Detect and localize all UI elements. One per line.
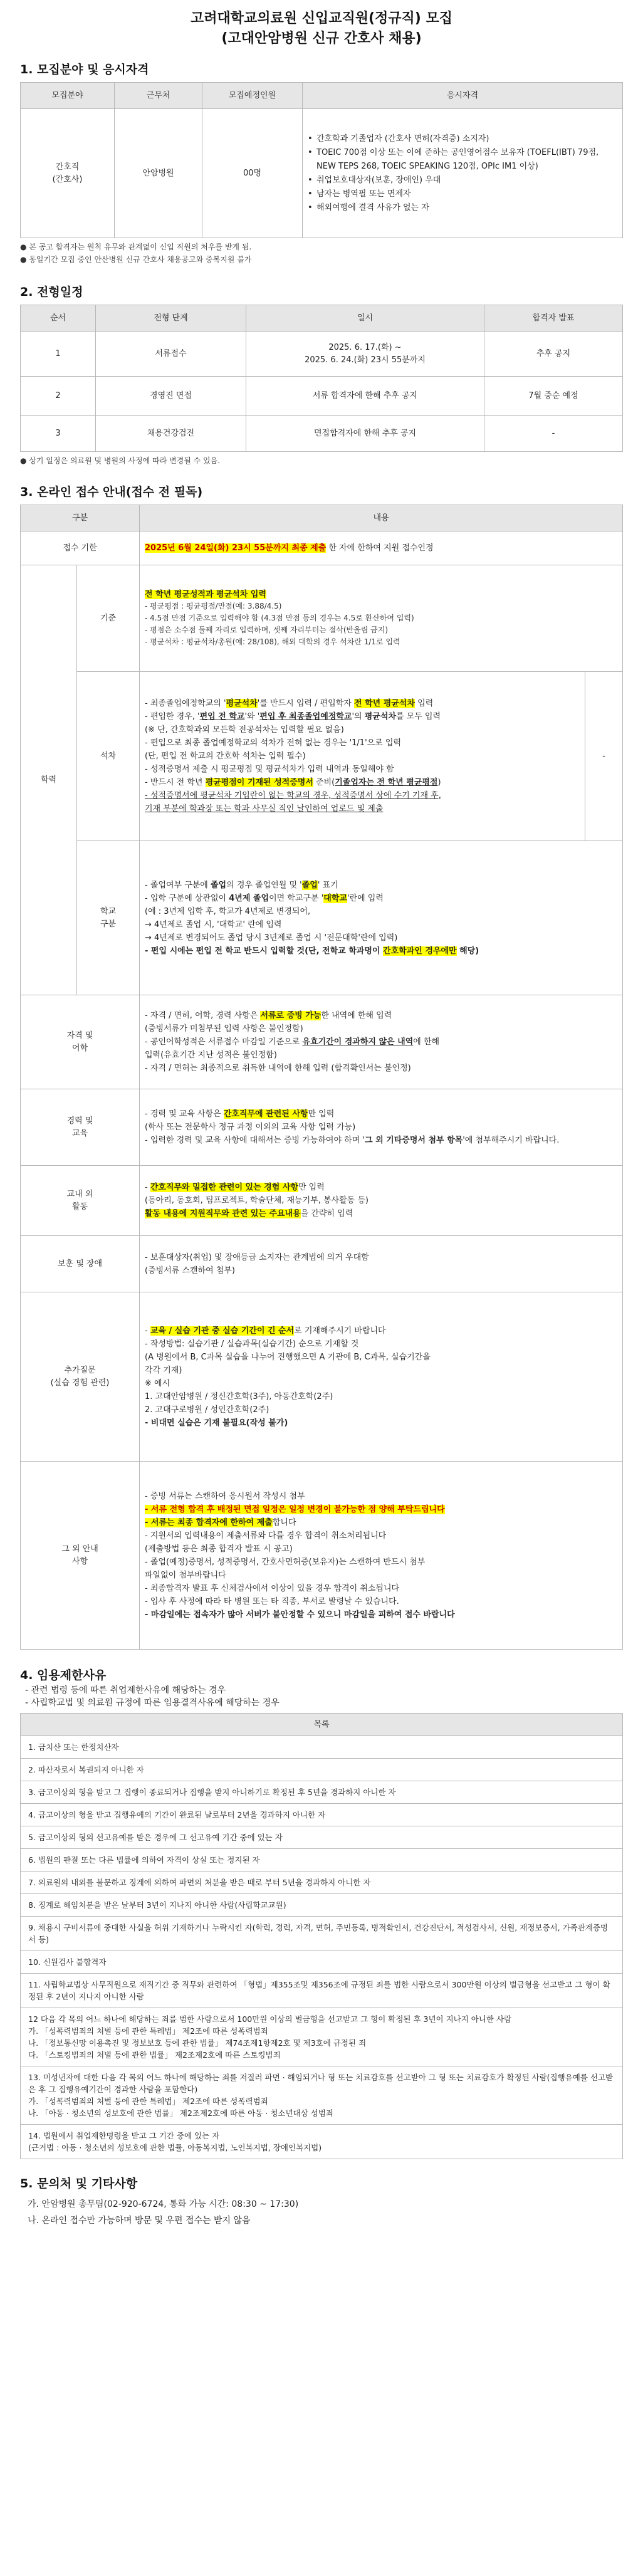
count-cell: 00명 [202,109,303,238]
career-line: (학사 또는 전문학사 정규 과정 이외의 교육 사항 입력 가능) [145,1123,356,1132]
qual-item: • 남자는 병역필 또는 면제자 [308,187,617,201]
item-line: 가. 「성폭력범죄의 처벌 등에 관한 특례법」 제2조에 따른 성폭력범죄 [28,2097,268,2106]
rank-line: - 최종졸업예정학교의 '평균석차'를 반드시 입력 / 편입학자 전 학년 평균석차 입력 [145,699,434,708]
s1-note: ● 동일기간 모집 중인 안산병원 신규 간호사 채용공고와 중복지원 불가 [20,255,252,264]
oth-line: - 서류는 최종 합격자에 한하여 제출합니다 [145,1517,296,1527]
table-row [21,416,623,452]
extra-line: - 작성방법: 실습기관 / 실습과목(실습기간) 순으로 기재할 것 [145,1339,359,1349]
extra-line: ※ 예시 [145,1378,170,1388]
career-label: 경력 및 교육 [21,1089,140,1166]
cert-line: - 자격 / 면허, 어학, 경력 사항은 서류로 증빙 가능한 내역에 한해 입력 [145,1011,392,1020]
application-guide-table [20,505,623,1650]
deadline-rest: 한 자에 한하여 지원 접수인정 [328,543,434,553]
extra-line: (A 병원에서 B, C과목 실습을 나누어 진행했으면 A 기관에 B, C과목, 실습기간을 [145,1352,431,1362]
extra-line: - 비대면 실습은 기재 불필요(작성 불가) [145,1418,288,1428]
oth-line: - 졸업(예정)증명서, 성적증명서, 간호사면허증(보유자)는 스캔하여 반드시 첨부 [145,1557,426,1567]
school-line: - 편입 시에는 편입 전 학교 반드시 입력할 것(단, 전학교 학과명이 간호학과인 경우에만 해당) [145,946,479,956]
restriction-item: 11. 사립학교법상 사무직원으로 재직기간 중 직무와 관련하여 「형법」제355조및 제356조에 규정된 죄를 범한 사람으로서 300만원 이상의 벌금형을 선고받고 그 형이 확정된 후 2년이 지나지 아니한 사람 [21,1974,623,2008]
basis-highlight: 전 학년 평균성적과 평균석차 입력 [145,590,266,599]
item-line: 나. 「아동 · 청소년의 성보호에 관한 법률」 제2조제2호에 따른 아동 · 청소년대상 성범죄 [28,2108,333,2118]
section5-heading: 5. 문의처 및 기타사항 [20,2177,138,2191]
item-line: 가. 「성폭력범죄의 처벌 등에 관한 특례법」 제2조에 따른 성폭력범죄 [28,2026,268,2036]
item-line: 다. 「스토킹범죄의 처벌 등에 관한 법률」 제2조제2호에 따른 스토킹범죄 [28,2050,281,2060]
cert-line: 입력(유효기간 지난 성적은 불인정함) [145,1050,277,1060]
rank-line: - 편입으로 최종 졸업예정학교의 석차가 전혀 없는 경우는 '1/1'으로 입력 [145,738,402,748]
notice-title [20,0,623,49]
basis-line [145,589,617,600]
table-row [21,377,623,416]
oth-line: - 증빙 서류는 스캔하여 응시원서 작성시 첨부 [145,1491,305,1501]
basis-line: - 평균석차 : 평균석차/총원(예: 28/108), 해외 대학의 경우 석차란 1/1로 입력 [145,637,400,646]
section2-heading: 2. 전형일정 [20,285,83,299]
restriction-item: 1. 금치산 또는 한정치산자 [21,1736,623,1759]
basis-line: - 4.5점 만점 기준으로 입력해야 함 (4.3점 만점 등의 경우는 4.5로 환산하여 입력) [145,614,414,622]
restriction-item: 9. 채용시 구비서류에 중대한 사실을 허위 기재하거나 누락시킨 자(학력, 경력, 자격, 면허, 주민등록, 병적확인서, 건강진단서, 적성검사서, 신원, 재정보증서, 가족관계증명서 등) [21,1917,623,1951]
item-line: 나. 「정보통신망 이용촉진 및 정보보호 등에 관한 법률」 제74조제1항제2호 및 제3호에 규정된 죄 [28,2038,367,2048]
section4-heading: 4. 임용제한사유 [20,1668,107,1682]
cert-line: - 자격 / 면허는 최종적으로 취득한 내역에 한해 입력 (합격확인서는 불인정) [145,1064,411,1073]
restriction-item: 2. 파산자로서 복권되지 아니한 자 [21,1759,623,1781]
rank-line: - 성적증명서 제출 시 평균평점 및 평균석차가 입력 내역과 동일해야 함 [145,765,394,774]
oth-line: - 지원서의 입력내용이 제출서류와 다를 경우 합격이 취소처리됩니다 [145,1531,387,1541]
col-count: 모집예정인원 [202,83,303,109]
col-quals: 응시자격 [303,83,623,109]
restriction-item: 8. 징계로 해임처분을 받은 날부터 3년이 지나지 아니한 사람(사립학교교원) [21,1894,623,1917]
extra-line: 2. 고대구로병원 / 성인간호학(2주) [145,1405,269,1415]
restriction-item: 10. 신원검사 불합격자 [21,1951,623,1974]
extra-line: 1. 고대안암병원 / 정신간호학(3주), 아동간호학(2주) [145,1391,333,1401]
row-date: 2025. 6. 17.(화) ~ 2025. 6. 24.(화) 23시 55분까지 [246,332,484,377]
s1-note: ● 본 공고 합격자는 원칙 유무와 관계없이 신입 직원의 처우를 받게 됨. [20,243,252,251]
rank-cell [140,672,585,841]
row-no: 2 [21,377,96,416]
veteran-label: 보훈 및 장애 [21,1236,140,1292]
restriction-item: 7. 의료원의 내외를 불문하고 징계에 의하여 파면의 처분을 받은 때로 부터 5년을 경과하지 아니한 자 [21,1872,623,1894]
row-stage: 채용건강검진 [96,416,246,452]
title-line2: (고대안암병원 신규 간호사 채용) [221,31,422,46]
qual-item: • TOEIC 700점 이상 또는 이에 준하는 공인영어점수 보유자 (TOEFL(IBT) 79점, NEW TEPS 268, TOEIC SPEAKING 120점, OPIc IM1 이상) [308,146,617,174]
extra-label: 추가질문 (실습 경험 관련) [21,1292,140,1462]
schedule-table [20,305,623,452]
item-line: 14. 법원에서 취업제한명령을 받고 그 기간 중에 있는 자 [28,2131,220,2140]
cert-line: - 공인어학성적은 서류접수 마감일 기준으로 유효기간이 경과하지 않은 내역에 한해 [145,1037,440,1047]
col-no: 순서 [21,305,96,332]
item-line: (근거법 : 아동 · 청소년의 성보호에 관한 법률, 아동복지법, 노인복지법, 장애인복지법) [28,2143,322,2152]
career-cell [140,1089,623,1166]
other-cell [140,1462,623,1650]
cert-cell [140,995,623,1089]
qual-item: • 해외여행에 결격 사유가 없는 자 [308,201,617,215]
item-line: 13. 미성년자에 대한 다음 각 목의 어느 하나에 해당하는 죄를 저질러 파면 · 해임되거나 형 또는 치료감호를 선고받아 그 형 또는 치료감호가 확정된 사람(집행유예를 선고받은 후 그 집행유예기간이 경과한 사람을 포함한다) [28,2073,614,2094]
qual-item: • 간호학과 기졸업자 (간호사 면허(자격증) 소지자) [308,132,617,146]
school-line: (예 : 3년제 입학 후, 학교가 4년제로 변경되어, [145,906,311,916]
basis-line: - 평점은 소수점 둘째 자리로 입력하며, 셋째 자리부터는 절삭(반올림 금지) [145,626,389,634]
school-line: - 졸업여부 구분에 졸업의 경우 졸업연월 및 '졸업' 표기 [145,880,338,890]
s4-sub: - 관련 법령 등에 따른 취업제한사유에 해당하는 경우 [25,1685,226,1695]
school-line: → 4년제로 변경되어도 졸업 당시 3년제로 졸업 시 '전문대학'란에 입력) [145,933,398,943]
row-result: 추후 공지 [484,332,623,377]
section3-heading: 3. 온라인 접수 안내(접수 전 필독) [20,485,203,499]
school-line: - 입학 구분에 상관없이 4년제 졸업이면 학교구분 '대학교'란에 입력 [145,893,384,903]
career-line: - 입력한 경력 및 교육 사항에 대해서는 증빙 가능하여야 하며 '그 외 기타증명서 첨부 항목'에 첨부해주시기 바랍니다. [145,1136,560,1145]
activity-label: 교내 외 활동 [21,1166,140,1236]
field-cell: 간호직 (간호사) [21,109,115,238]
quals-cell [303,109,623,238]
restriction-item-13 [21,2066,623,2125]
qualification-table [20,82,623,238]
extra-line: - 교육 / 실습 기관 중 실습 기간이 긴 순서로 기재해주시기 바랍니다 [145,1326,386,1336]
rank-line: (※ 단, 간호학과외 모든학 전공석차는 입력할 필요 없음) [145,725,344,735]
restriction-item-14 [21,2125,623,2159]
row-date: 서류 합격자에 한해 추후 공지 [246,377,484,416]
s4-sub: - 사립학교법 및 의료원 규정에 따른 임용결격사유에 해당하는 경우 [25,1698,280,1708]
veteran-cell [140,1236,623,1292]
row-stage: 서류접수 [96,332,246,377]
col-list: 목록 [21,1714,623,1736]
oth-line: - 서류 전형 합격 후 배정된 면접 일정은 일정 변경이 불가능한 점 양해 부탁드립니다 [145,1504,445,1514]
act-line: 활동 내용에 지원직무와 관련 있는 주요내용을 간략히 입력 [145,1209,353,1218]
restriction-item-12 [21,2008,623,2066]
basis-label: 기준 [77,565,140,672]
row-date: 면접합격자에 한해 추후 공지 [246,416,484,452]
act-line: (동아리, 동호회, 팀프로젝트, 학술단체, 재능기부, 봉사활동 등) [145,1196,369,1205]
cert-label: 자격 및 어학 [21,995,140,1089]
col-field: 모집분야 [21,83,115,109]
title-line1: 고려대학교의료원 신입교직원(정규직) 모집 [191,11,452,26]
vet-line: (증빙서류 스캔하여 첨부) [145,1265,235,1275]
workplace-cell: 안암병원 [115,109,202,238]
rank-line: - 성적증명서에 평균석차 기입란이 없는 학교의 경우, 성적증명서 상에 수기 기재 후, [145,791,441,800]
contact-info [20,2196,623,2229]
contact-line: 가. 안암병원 총무팀(02-920-6724, 통화 가능 시간: 08:30 ~ 17:30) [28,2199,299,2209]
col-category: 구분 [21,505,140,531]
basis-line: - 평균평점 : 평균평점/만점(예: 3.88/4.5) [145,602,282,610]
school-cell [140,841,623,995]
col-workplace: 근무처 [115,83,202,109]
col-content: 내용 [140,505,623,531]
section1-heading: 1. 모집분야 및 응시자격 [20,63,149,76]
cert-line: (증빙서류가 미첨부된 입력 사항은 불인정함) [145,1024,303,1034]
deadline-highlight: 2025년 6월 24일(화) 23시 55분까지 최종 제출 [145,543,327,553]
restriction-item: 3. 금고이상의 형을 받고 그 집행이 종료되거나 집행을 받지 아니하기로 확정된 후 5년을 경과하지 아니한 자 [21,1781,623,1804]
act-line: - 간호직무와 밀접한 관련이 있는 경험 사항만 입력 [145,1183,325,1192]
rank-line: - 반드시 전 학년 평균평점이 기재된 성적증명서 준비(기졸업자는 전 학년 평균평점) [145,778,441,787]
deadline-cell [140,531,623,565]
restriction-item: 5. 금고이상의 형의 선고유예를 받은 경우에 그 선고유예 기간 중에 있는 자 [21,1826,623,1849]
contact-line: 나. 온라인 접수만 가능하며 방문 및 우편 접수는 받지 않음 [28,2216,251,2226]
oth-line: - 마감일에는 접속자가 많아 서버가 불안정할 수 있으니 마감일을 피하여 접수 바랍니다 [145,1610,455,1620]
oth-line: - 최종합격자 발표 후 신체검사에서 이상이 있을 경우 합격이 취소됩니다 [145,1583,400,1593]
col-date: 일시 [246,305,484,332]
qual-item: • 취업보호대상자(보훈, 장애인) 우대 [308,174,617,187]
restriction-table [20,1713,623,2159]
restriction-item: 4. 금고이상의 형을 받고 집행유예의 기간이 완료된 날로부터 2년을 경과하지 아니한 자 [21,1804,623,1826]
deadline-label: 접수 기한 [21,531,140,565]
row-stage: 경영진 면접 [96,377,246,416]
row-result: 7월 중순 예정 [484,377,623,416]
extra-cell [140,1292,623,1462]
vet-line: - 보훈대상자(취업) 및 장애등급 소지자는 관계법에 의거 우대함 [145,1252,369,1262]
rank-dash: - [585,672,623,841]
rank-line: - 편입한 경우, '편입 전 학교'와 '편입 후 최종졸업예정학교'의 평균석차를 모두 입력 [145,712,441,721]
extra-line: 각각 기재) [145,1365,182,1375]
col-result: 합격자 발표 [484,305,623,332]
row-no: 3 [21,416,96,452]
school-label: 학교 구분 [77,841,140,995]
restriction-item: 6. 법원의 판결 또는 다른 법률에 의하여 자격이 상실 또는 정지된 자 [21,1849,623,1872]
edu-label: 학력 [21,565,77,995]
oth-line: 파일없이 첨부바랍니다 [145,1570,226,1580]
basis-cell [140,565,623,672]
col-stage: 전형 단계 [96,305,246,332]
row-result: - [484,416,623,452]
item-line: 12 다음 각 목의 어느 하나에 해당하는 죄를 범한 사람으로서 100만원 이상의 벌금형을 선고받고 그 형이 확정된 후 3년이 지나지 아니한 사람 [28,2014,512,2024]
oth-line: (제출방법 등은 최종 합격자 발표 시 공고) [145,1544,293,1554]
activity-cell [140,1166,623,1236]
rank-line: 기재 부분에 학과장 또는 학과 사무실 직인 날인하여 업로드 및 제출 [145,804,384,814]
career-line: - 경력 및 교육 사항은 간호직무에 관련된 사항만 입력 [145,1109,335,1119]
oth-line: - 입사 후 사정에 따라 타 병원 또는 타 직종, 부서로 발령날 수 있습니다. [145,1596,399,1606]
rank-label: 석차 [77,672,140,841]
rank-line: (단, 편입 전 학교의 간호학 석차는 입력 필수) [145,751,306,761]
row-no: 1 [21,332,96,377]
s2-note: ● 상기 일정은 의료원 및 병원의 사정에 따라 변경될 수 있음. [20,456,221,465]
other-label: 그 외 안내 사항 [21,1462,140,1650]
school-line: → 4년제로 졸업 시, '대학교' 란에 입력 [145,919,282,929]
table-row [21,332,623,377]
